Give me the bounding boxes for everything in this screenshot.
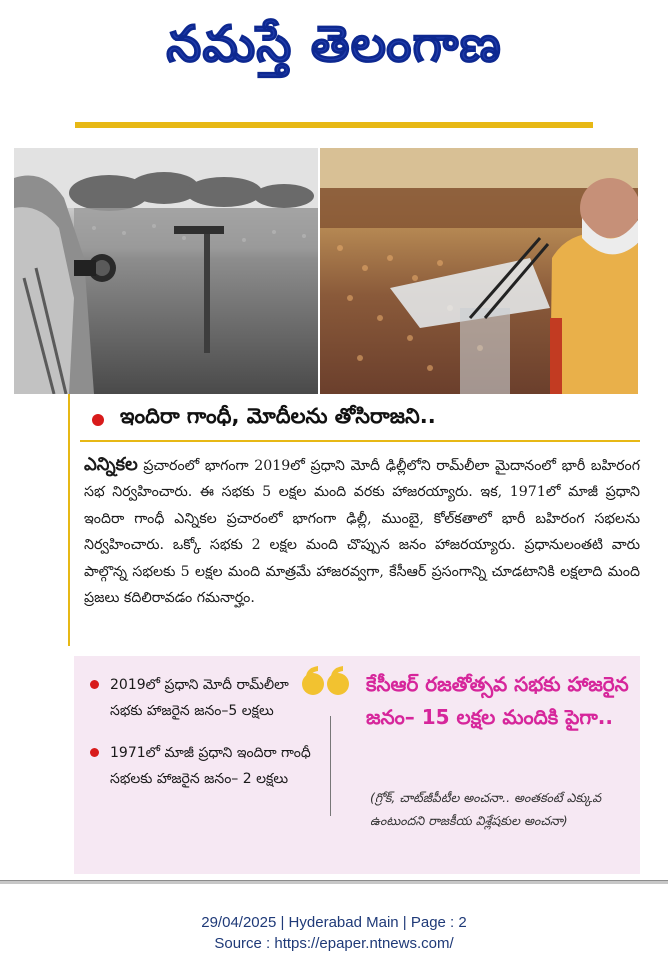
quote-mark-icon bbox=[300, 664, 352, 698]
footer-source[interactable]: Source : https://epaper.ntnews.com/ bbox=[214, 935, 454, 952]
indira-gandhi-rally-photo bbox=[14, 148, 318, 394]
headline-bullet-icon bbox=[92, 414, 104, 426]
pull-quote: కేసీఆర్ రజతోత్సవ సభకు హాజరైన జనం– 15 లక్షల మందికి పైగా.. bbox=[366, 672, 629, 729]
photo-strip bbox=[14, 148, 638, 394]
bullet-icon bbox=[90, 680, 99, 689]
box-divider bbox=[330, 716, 331, 816]
pull-quote-note: (గ్రోక్, చాట్‌జీపీటీల అంచనా.. అంతకంటే ఎక్కువ ఉంటుందని రాజకీయ విశ్లేషకుల అంచనా) bbox=[370, 790, 602, 828]
fact-item bbox=[88, 672, 324, 724]
footer-date-edition: 29/04/2025 | Hyderabad Main | Page : 2 bbox=[201, 914, 467, 931]
fact-text: 2019లో ప్రధాని మోదీ రామ్‌లీలా సభకు హాజరైన జనం–5 లక్షలు bbox=[110, 677, 289, 719]
modi-rally-photo bbox=[320, 148, 638, 394]
article-body-text: ప్రచారంలో భాగంగా 2019లో ప్రధాని మోదీ ఢిల్లీలోని రామ్‌లీలా మైదానంలో భారీ బహిరంగ సభ నిర్వహించారు. ఈ సభకు 5 లక్షల మంది వరకు హాజరయ్యారు. ఇక, 1971లో మాజీ ప్రధాని ఇందిరా గాంధీ ఎన్నికల ప్రచారంలో భాగంగా ఢిల్లీ, ముంబై, కోల్‌కతాలో భారీ బహిరంగ సభలను నిర్వహించారు. ఒక్కో సభకు 2 లక్షల మంది చొప్పున జనం హాజరయ్యారు. ప్రధానులంతటి వారు పాల్గొన్న సభలకు 5 లక్షల మంది మాత్రమే హాజరవ్వగా, కేసీఆర్ ప్రసంగాన్ని చూడటానికి లక్షలాది మంది ప్రజలు కదిలిరావడం గమనార్హం. bbox=[84, 458, 640, 607]
page-bottom-rule bbox=[0, 880, 668, 884]
masthead bbox=[0, 8, 668, 80]
facts-list bbox=[88, 672, 324, 808]
column-rule bbox=[68, 394, 70, 646]
article-body bbox=[84, 452, 640, 611]
article-lead-word: ఎన్నికల bbox=[84, 454, 138, 475]
masthead-title: నమస్తే తెలంగాణ bbox=[166, 14, 502, 73]
article-headline: ఇందిరా గాంధీ, మోదీలను తోసిరాజని.. bbox=[120, 404, 436, 428]
fact-text: 1971లో మాజీ ప్రధాని ఇందిరా గాంధీ సభలకు హాజరైన జనం– 2 లక్షలు bbox=[110, 745, 311, 787]
bullet-icon bbox=[90, 748, 99, 757]
footer bbox=[0, 912, 668, 954]
masthead-rule bbox=[75, 122, 593, 128]
fact-item bbox=[88, 740, 324, 792]
headline-row bbox=[80, 400, 640, 442]
